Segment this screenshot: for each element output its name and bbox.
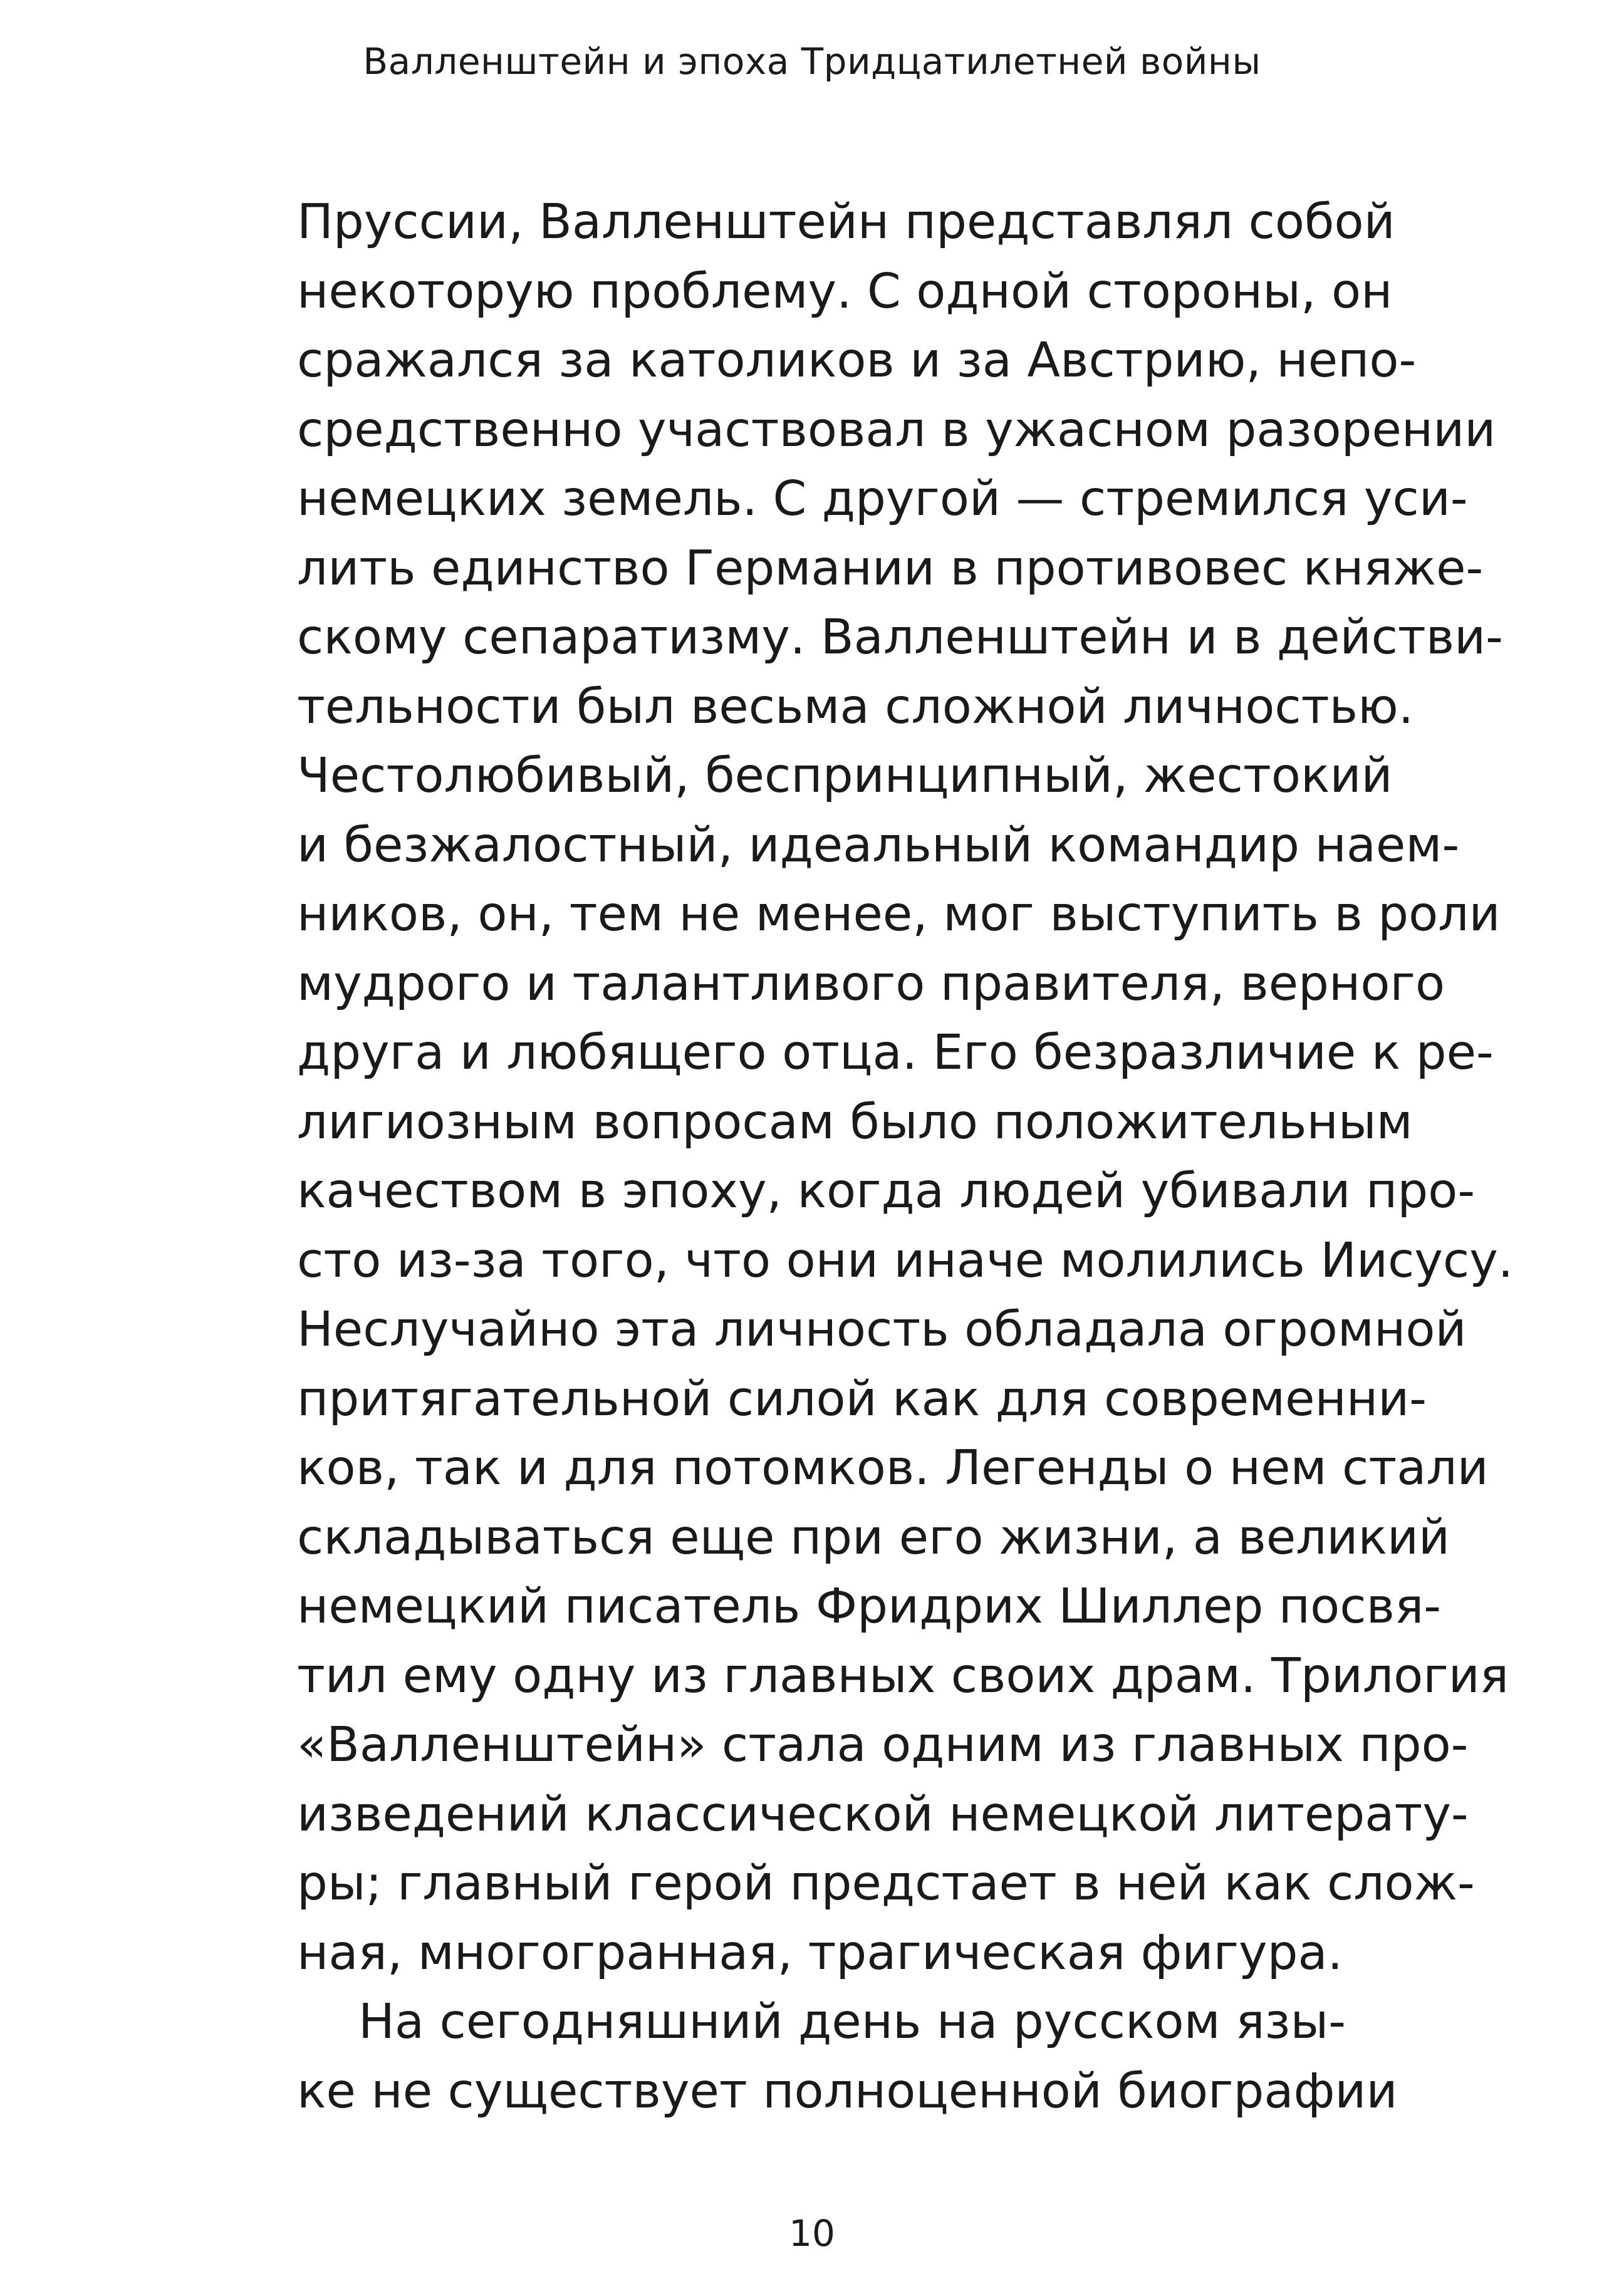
text-line: На сегодняшний день на русском язы- — [358, 1994, 1346, 2050]
text-line: мудрого и талантливого правителя, верного — [297, 955, 1445, 1012]
text-line: и безжалостный, идеальный командир наем- — [297, 817, 1460, 873]
text-line: некоторую проблему. С одной стороны, он — [297, 263, 1393, 319]
text-line: скому сепаратизму. Валленштейн и в действи- — [297, 610, 1503, 665]
body-text — [297, 188, 1514, 2126]
text-line: друга и любящего отца. Его безразличие к ре- — [297, 1025, 1494, 1081]
text-line: «Валленштейн» стала одним из главных про- — [297, 1717, 1469, 1773]
text-line: немецкий писатель Фридрих Шиллер посвя- — [297, 1579, 1442, 1634]
text-line: притягательной силой как для современни- — [297, 1371, 1427, 1427]
text-line: ков, так и для потомков. Легенды о нем стали — [297, 1440, 1489, 1496]
text-line: складываться еще при его жизни, а великий — [297, 1509, 1450, 1566]
text-line: Честолюбивый, беспринципный, жестокий — [297, 748, 1393, 804]
text-line: немецких земель. С другой — стремился уси- — [297, 471, 1468, 527]
text-line: сто из-за того, что они иначе молились Иисусу. — [297, 1232, 1514, 1289]
text-line: лигиозным вопросам было положительным — [297, 1094, 1413, 1150]
paragraph-1 — [297, 188, 1514, 1988]
text-line: средственно участвовал в ужасном разорении — [297, 402, 1496, 458]
text-line: сражался за католиков и за Австрию, непо- — [297, 333, 1417, 388]
running-header: Валленштейн и эпоха Тридцатилетней войны — [363, 40, 1261, 83]
text-line: ке не существует полноценной биографии — [297, 2063, 1398, 2119]
page-number: 10 — [789, 2212, 835, 2255]
text-line: качеством в эпоху, когда людей убивали про- — [297, 1163, 1476, 1219]
text-line: ры; главный герой предстает в ней как слож- — [297, 1856, 1475, 1911]
text-line: изведений классической немецкой литерату- — [297, 1786, 1469, 1842]
text-line: тельности был весьма сложной личностью. — [297, 678, 1414, 735]
text-line: Пруссии, Валленштейн представлял собой — [297, 194, 1395, 250]
text-line: тил ему одну из главных своих драм. Трилогия — [297, 1648, 1509, 1704]
text-line: ников, он, тем не менее, мог выступить в роли — [297, 886, 1501, 942]
text-line: Неслучайно эта личность обладала огромной — [297, 1302, 1467, 1358]
paragraph-2 — [297, 1988, 1398, 2126]
text-line: ная, многогранная, трагическая фигура. — [297, 1925, 1343, 1981]
text-line: лить единство Германии в противовес княже- — [297, 540, 1484, 596]
